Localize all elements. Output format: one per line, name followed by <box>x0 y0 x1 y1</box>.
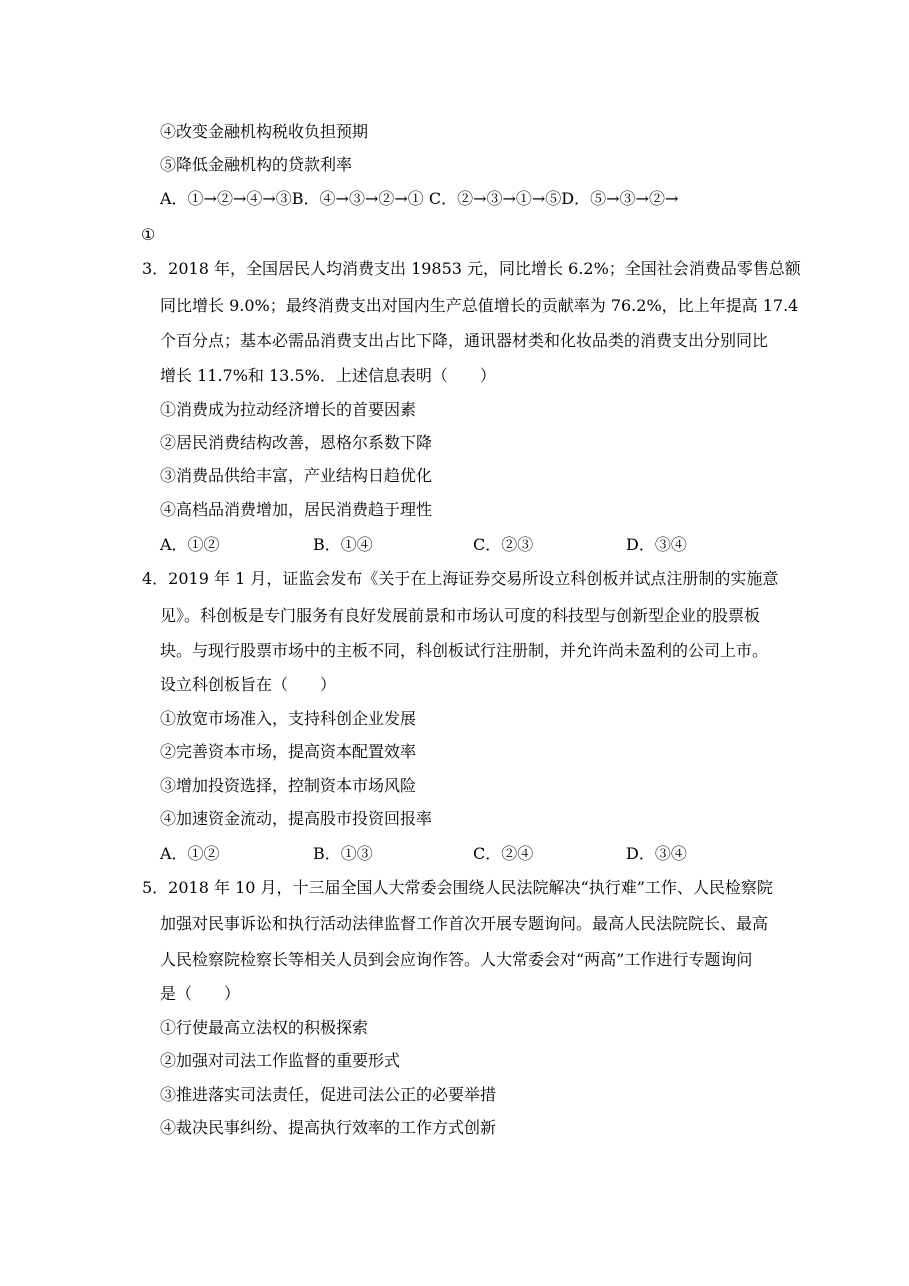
q3-stem-line-2: 同比增长 9.0%；最终消费支出对国内生产总值增长的贡献率为 76.2%，比上年提高 17.4 <box>160 296 799 315</box>
q5-stem-line-2: 加强对民事诉讼和执行活动法律监督工作首次开展专题询问。最高人民法院院长、最高 <box>160 914 769 933</box>
q5-stem-line-3: 人民检察院检察长等相关人员到会应询作答。人大常委会对“两高”工作进行专题询问 <box>160 950 753 969</box>
q4-choice-a: A．①② <box>160 844 220 863</box>
q4-choice-c: C．②④ <box>473 844 534 863</box>
q3-stem-line-3: 个百分点；基本必需品消费支出占比下降，通讯器材类和化妆品类的消费支出分别同比 <box>160 331 769 350</box>
q3-choice-d: D．③④ <box>626 535 687 554</box>
q2-choices: A．①→②→④→③B．④→③→②→① C．②→③→①→⑤D．⑤→③→②→ <box>160 189 679 208</box>
q4-choice-b: B．①③ <box>313 844 373 863</box>
q3-choice-b: B．①④ <box>313 535 373 554</box>
q5-statement-1: ①行使最高立法权的积极探索 <box>160 1018 369 1037</box>
q3-statement-3: ③消费品供给丰富，产业结构日趋优化 <box>160 466 433 485</box>
q5-statement-4: ④裁决民事纠纷、提高执行效率的工作方式创新 <box>160 1118 497 1137</box>
q2-choices-wrap: ① <box>141 225 156 244</box>
q4-statement-2: ②完善资本市场，提高资本配置效率 <box>160 742 417 761</box>
q4-stem-line-2: 见》。科创板是专门服务有良好发展前景和市场认可度的科技型与创新型企业的股票板 <box>160 606 761 625</box>
q3-statement-1: ①消费成为拉动经济增长的首要因素 <box>160 400 417 419</box>
q2-statement-5: ⑤降低金融机构的贷款利率 <box>160 155 353 174</box>
q3-choice-a: A．①② <box>160 535 220 554</box>
q4-statement-3: ③增加投资选择，控制资本市场风险 <box>160 776 417 795</box>
q5-statement-3: ③推进落实司法责任，促进司法公正的必要举措 <box>160 1085 497 1104</box>
q4-choice-d: D．③④ <box>626 844 687 863</box>
q3-stem-line-4: 增长 11.7%和 13.5%．上述信息表明（ ） <box>160 366 496 385</box>
q3-choice-c: C．②③ <box>473 535 534 554</box>
q4-stem-line-4: 设立科创板旨在（ ） <box>160 675 337 694</box>
q5-stem-line-1: 5．2018 年 10 月，十三届全国人大常委会围绕人民法院解决“执行难”工作、人民检察院 <box>142 878 773 897</box>
q3-stem-line-1: 3．2018 年，全国居民人均消费支出 19853 元，同比增长 6.2%；全国社会消费品零售总额 <box>142 259 801 278</box>
q4-stem-line-1: 4．2019 年 1 月，证监会发布《关于在上海证券交易所设立科创板并试点注册制的实施意 <box>142 569 779 588</box>
q5-stem-line-4: 是（ ） <box>160 984 241 1003</box>
q4-statement-1: ①放宽市场准入，支持科创企业发展 <box>160 709 417 728</box>
q5-statement-2: ②加强对司法工作监督的重要形式 <box>160 1051 401 1070</box>
q2-statement-4: ④改变金融机构税收负担预期 <box>160 122 369 141</box>
q4-statement-4: ④加速资金流动，提高股市投资回报率 <box>160 809 433 828</box>
q3-statement-2: ②居民消费结构改善，恩格尔系数下降 <box>160 433 433 452</box>
q4-stem-line-3: 块。与现行股票市场中的主板不同，科创板试行注册制，并允许尚未盈利的公司上市。 <box>160 641 769 660</box>
q3-statement-4: ④高档品消费增加，居民消费趋于理性 <box>160 500 433 519</box>
